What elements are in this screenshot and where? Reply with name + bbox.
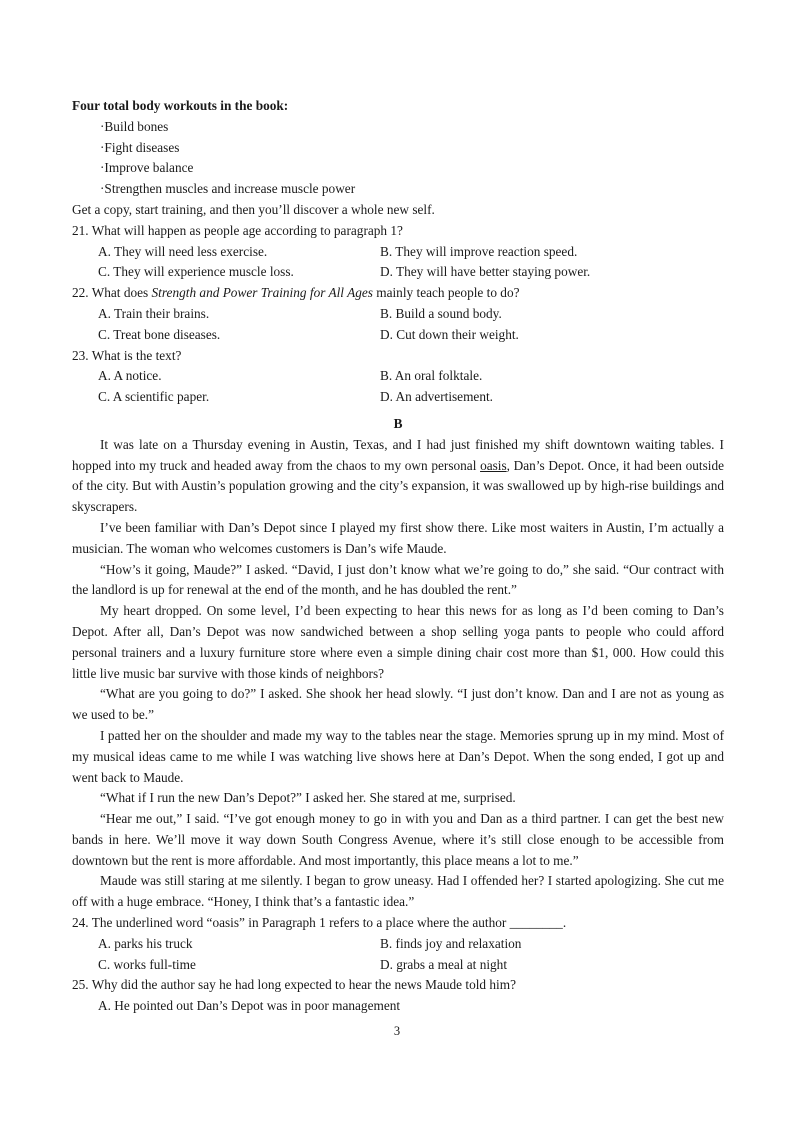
question-22-stem-start: 22. What does	[72, 285, 152, 301]
question-24-option-a: A. parks his truck	[98, 935, 193, 951]
passage-paragraph-3: “How’s it going, Maude?” I asked. “David, I just don’t know what we’re going to do,” she said. “Our contract with the landlord is up for renewal at the end of the month, and he has doubled the rent.”	[72, 561, 724, 598]
question-22-option-b: B. Build a sound body.	[380, 305, 502, 321]
question-21-options-row	[72, 242, 724, 263]
underlined-word-oasis: oasis	[480, 457, 507, 473]
question-22-options-row	[72, 304, 724, 325]
paragraph-1-start: It was late on a Thursday evening in Austin, Texas, and I had just finished my shift downtown waiting tables. I hopped into my truck and headed away from the chaos to my own personal	[72, 436, 724, 473]
document-page	[72, 96, 724, 1017]
question-23-stem: 23. What is the text?	[72, 347, 182, 363]
section-b-title: B	[393, 415, 403, 431]
passage-paragraph-9: Maude was still staring at me silently. I began to grow uneasy. Had I offended her? I started apologizing. She cut me off with a huge embrace. “Honey, I think that’s a fantastic idea.”	[72, 873, 724, 910]
workouts-heading: Four total body workouts in the book:	[72, 98, 289, 113]
question-24-option-b: B. finds joy and relaxation	[380, 935, 522, 951]
question-22-option-c: C. Treat bone diseases.	[98, 326, 221, 342]
paragraph-1-end: , Dan’s Depot. Once, it had been outside of the city. But with Austin’s population growing and the city’s expansion, it was swallowed up by high-rise buildings and skyscrapers.	[72, 457, 724, 515]
question-21-option-c: C. They will experience muscle loss.	[98, 264, 294, 280]
question-23-options-row	[72, 387, 724, 408]
bullet-item: ·Strengthen muscles and increase muscle power	[100, 181, 356, 197]
question-21-option-b: B. They will improve reaction speed.	[380, 243, 578, 259]
question-21-stem: 21. What will happen as people age according to paragraph 1?	[72, 222, 403, 238]
page-number: 3	[393, 1024, 401, 1038]
question-25-option-a: A. He pointed out Dan’s Depot was in poor management	[98, 998, 401, 1014]
passage-paragraph-4: My heart dropped. On some level, I’d been expecting to hear this news for as long as I’d been coming to Dan’s Depot. After all, Dan’s Depot was now sandwiched between a shop selling yoga pants to people who could afford personal trainers and a luxury furniture store where even a simple dining chair cost more than $1, 000. How could this little live music bar survive with those kinds of neighbors?	[72, 603, 724, 681]
passage-paragraph-2: I’ve been familiar with Dan’s Depot since I played my first show there. Like most waiters in Austin, I’m actually a musician. The woman who welcomes customers is Dan’s wife Maude.	[72, 519, 724, 556]
intro-closing: Get a copy, start training, and then you’ll discover a whole new self.	[72, 201, 435, 217]
question-22-options-row	[72, 325, 724, 346]
question-22-stem	[72, 283, 724, 304]
question-24-options-row	[72, 955, 724, 976]
question-24-option-d: D. grabs a meal at night	[380, 956, 508, 972]
question-21-option-a: A. They will need less exercise.	[98, 243, 268, 259]
bullet-item: ·Build bones	[100, 118, 169, 134]
question-23-option-d: D. An advertisement.	[380, 389, 493, 405]
question-24-stem: 24. The underlined word “oasis” in Paragraph 1 refers to a place where the author ________.	[72, 915, 567, 931]
passage-paragraph-6: I patted her on the shoulder and made my way to the tables near the stage. Memories sprung up in my mind. Most of my musical ideas came to me while I was watching live shows here at Dan’s Depot. When the song ended, I got up and went back to Maude.	[72, 727, 724, 785]
question-23-option-a: A. A notice.	[98, 368, 162, 384]
passage-paragraph-8: “Hear me out,” I said. “I’ve got enough money to go in with you and Dan as a third partner. I can get the best new bands in here. We’ll move it way down South Congress Avenue, where it’s still close enough to be accessible from downtown but the rent is more affordable. And most importantly, this place means a lot to me.”	[72, 811, 724, 868]
bullet-item: ·Improve balance	[100, 160, 194, 176]
book-title: Strength and Power Training for All Ages	[151, 285, 373, 301]
question-21-option-d: D. They will have better staying power.	[380, 264, 591, 280]
question-24-option-c: C. works full-time	[98, 956, 196, 972]
question-22-option-d: D. Cut down their weight.	[380, 326, 519, 342]
passage-paragraph-1	[72, 435, 724, 518]
question-24-options-row	[72, 934, 724, 955]
question-25-stem: 25. Why did the author say he had long expected to hear the news Maude told him?	[72, 977, 516, 993]
bullet-item: ·Fight diseases	[100, 139, 180, 155]
question-21-options-row	[72, 262, 724, 283]
question-23-options-row	[72, 366, 724, 387]
passage-paragraph-5: “What are you going to do?” I asked. She shook her head slowly. “I just don’t know. Dan and I are not as young as we used to be.”	[72, 686, 724, 723]
passage-paragraph-7: “What if I run the new Dan’s Depot?” I asked her. She stared at me, surprised.	[100, 790, 516, 806]
question-22-stem-end: mainly teach people to do?	[372, 285, 520, 301]
question-22-option-a: A. Train their brains.	[98, 305, 210, 321]
question-23-option-c: C. A scientific paper.	[98, 389, 210, 405]
question-23-option-b: B. An oral folktale.	[380, 368, 483, 384]
